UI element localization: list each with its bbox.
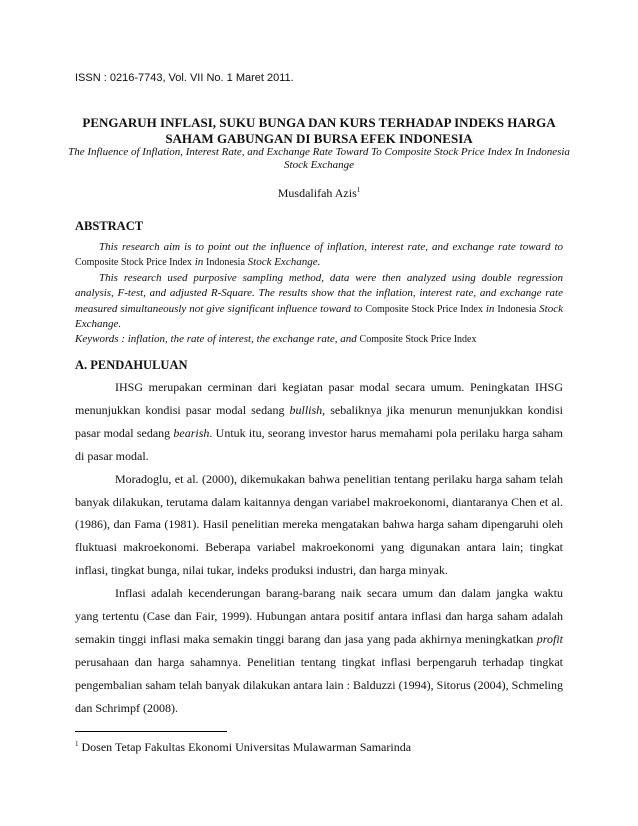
p3-term-profit: profit <box>536 631 563 646</box>
p1-text-e: . Untuk itu, seorang investor harus memahami pola perilaku harga saham di pasar modal. <box>75 425 563 463</box>
issn-header: ISSN : 0216-7743, Vol. VII No. 1 Maret 2011. <box>75 72 294 84</box>
abstract-p2-term2: Indonesia <box>497 303 537 315</box>
footnote-mark: 1 <box>75 740 79 748</box>
p1-text-c: , sebaliknya jika menurun menunjukkan kondisi pasar modal sedang <box>75 402 564 440</box>
p1-term-bearish: bearish <box>173 425 210 440</box>
footnote-text: Dosen Tetap Fakultas Ekonomi Universitas Mulawarman Samarinda <box>78 740 412 754</box>
abstract-p1-text: This research aim is to point out the influence of inflation, interest rate, and exchange rate toward to <box>99 241 563 253</box>
abstract-p2-end: Stock Exchange. <box>75 302 563 331</box>
p1-text-a: IHSG merupakan cerminan dari kegiatan pasar modal secara umum. Peningkatan IHSG menunjukkan kondisi pasar modal sedang <box>75 380 563 417</box>
title-line-2: SAHAM GABUNGAN DI BURSA EFEK INDONESIA <box>165 131 473 146</box>
p3-text-a: Inflasi adalah kecenderungan barang-barang naik secara umum dan dalam jangka waktu yang tertentu (Case dan Fair, 1999). Hubungan antara positif antara inflasi dan harga saham adalah semakin tinggi inflasi maka semakin tinggi barang dan jasa yang pada akhirnya meningkatkan <box>75 586 563 646</box>
footnote <box>75 740 411 755</box>
abstract-p2-term: Composite Stock Price Index <box>365 303 483 315</box>
section-body <box>75 376 563 720</box>
abstract-paragraph-1 <box>75 240 563 271</box>
paper-title <box>60 115 578 147</box>
author-line <box>75 186 563 201</box>
body-paragraph-1 <box>75 376 563 468</box>
body-paragraph-3 <box>75 582 563 719</box>
abstract-p2-text: This research used purposive sampling method, data were then analyzed using double regression analysis, F-test, and adjusted R-Square. The results show that the inflation, interest rate, and exchange rate measured simultaneously not give significant influence toward to <box>75 271 563 315</box>
footnote-rule <box>75 731 227 732</box>
abstract-p1-end: Stock Exchange. <box>244 256 321 269</box>
abstract-paragraph-2 <box>75 271 563 333</box>
paper-subtitle: The Influence of Inflation, Interest Rate, and Exchange Rate Toward To Composite Stock Price Index In Indonesia Stock Exchange <box>68 146 570 171</box>
abstract-p2-mid: in <box>482 302 498 315</box>
abstract-heading: ABSTRACT <box>75 219 144 233</box>
abstract-p1-term: Composite Stock Price Index <box>75 257 192 269</box>
section-heading: A. PENDAHULUAN <box>75 358 188 372</box>
abstract-p1-mid: in <box>191 256 206 269</box>
body-paragraph-2: Moradoglu, et al. (2000), dikemukakan bahwa penelitian tentang perilaku harga saham telah banyak dilakukan, terutama dalam kaitannya dengan variabel makroekonomi, diantaranya Chen et al. (1986), dan Fama (1981). Hasil penelitian mereka mengatakan bahwa harga saham dipengaruhi oleh fluktuasi makroekonomi. Beberapa variabel makroekonomi yang digunakan antara lain; tingkat inflasi, tingkat bunga, nilai tukar, indeks produksi industri, dan harga minyak. <box>75 471 563 578</box>
keywords-term: Composite Stock Price Index <box>359 334 477 346</box>
author-name: Musdalifah Azis <box>277 186 357 200</box>
title-line-1: PENGARUH INFLASI, SUKU BUNGA DAN KURS TERHADAP INDEKS HARGA <box>82 115 556 130</box>
abstract-keywords <box>75 332 563 347</box>
keywords-text: Keywords : inflation, the rate of interest, the exchange rate, and <box>75 333 360 346</box>
abstract-p1-term2: Indonesia <box>206 257 245 269</box>
author-footnote-mark: 1 <box>356 186 361 194</box>
abstract-body <box>75 240 563 348</box>
p3-text-c: perusahaan dan harga sahamnya. Penelitian tentang tingkat inflasi berpengaruh terhadap tingkat pengembalian saham telah banyak dilakukan antara lain : Balduzzi (1994), Sitorus (2004), Schmeling dan Schrimpf (2008). <box>75 654 563 715</box>
p1-term-bullish: bullish <box>289 402 323 417</box>
